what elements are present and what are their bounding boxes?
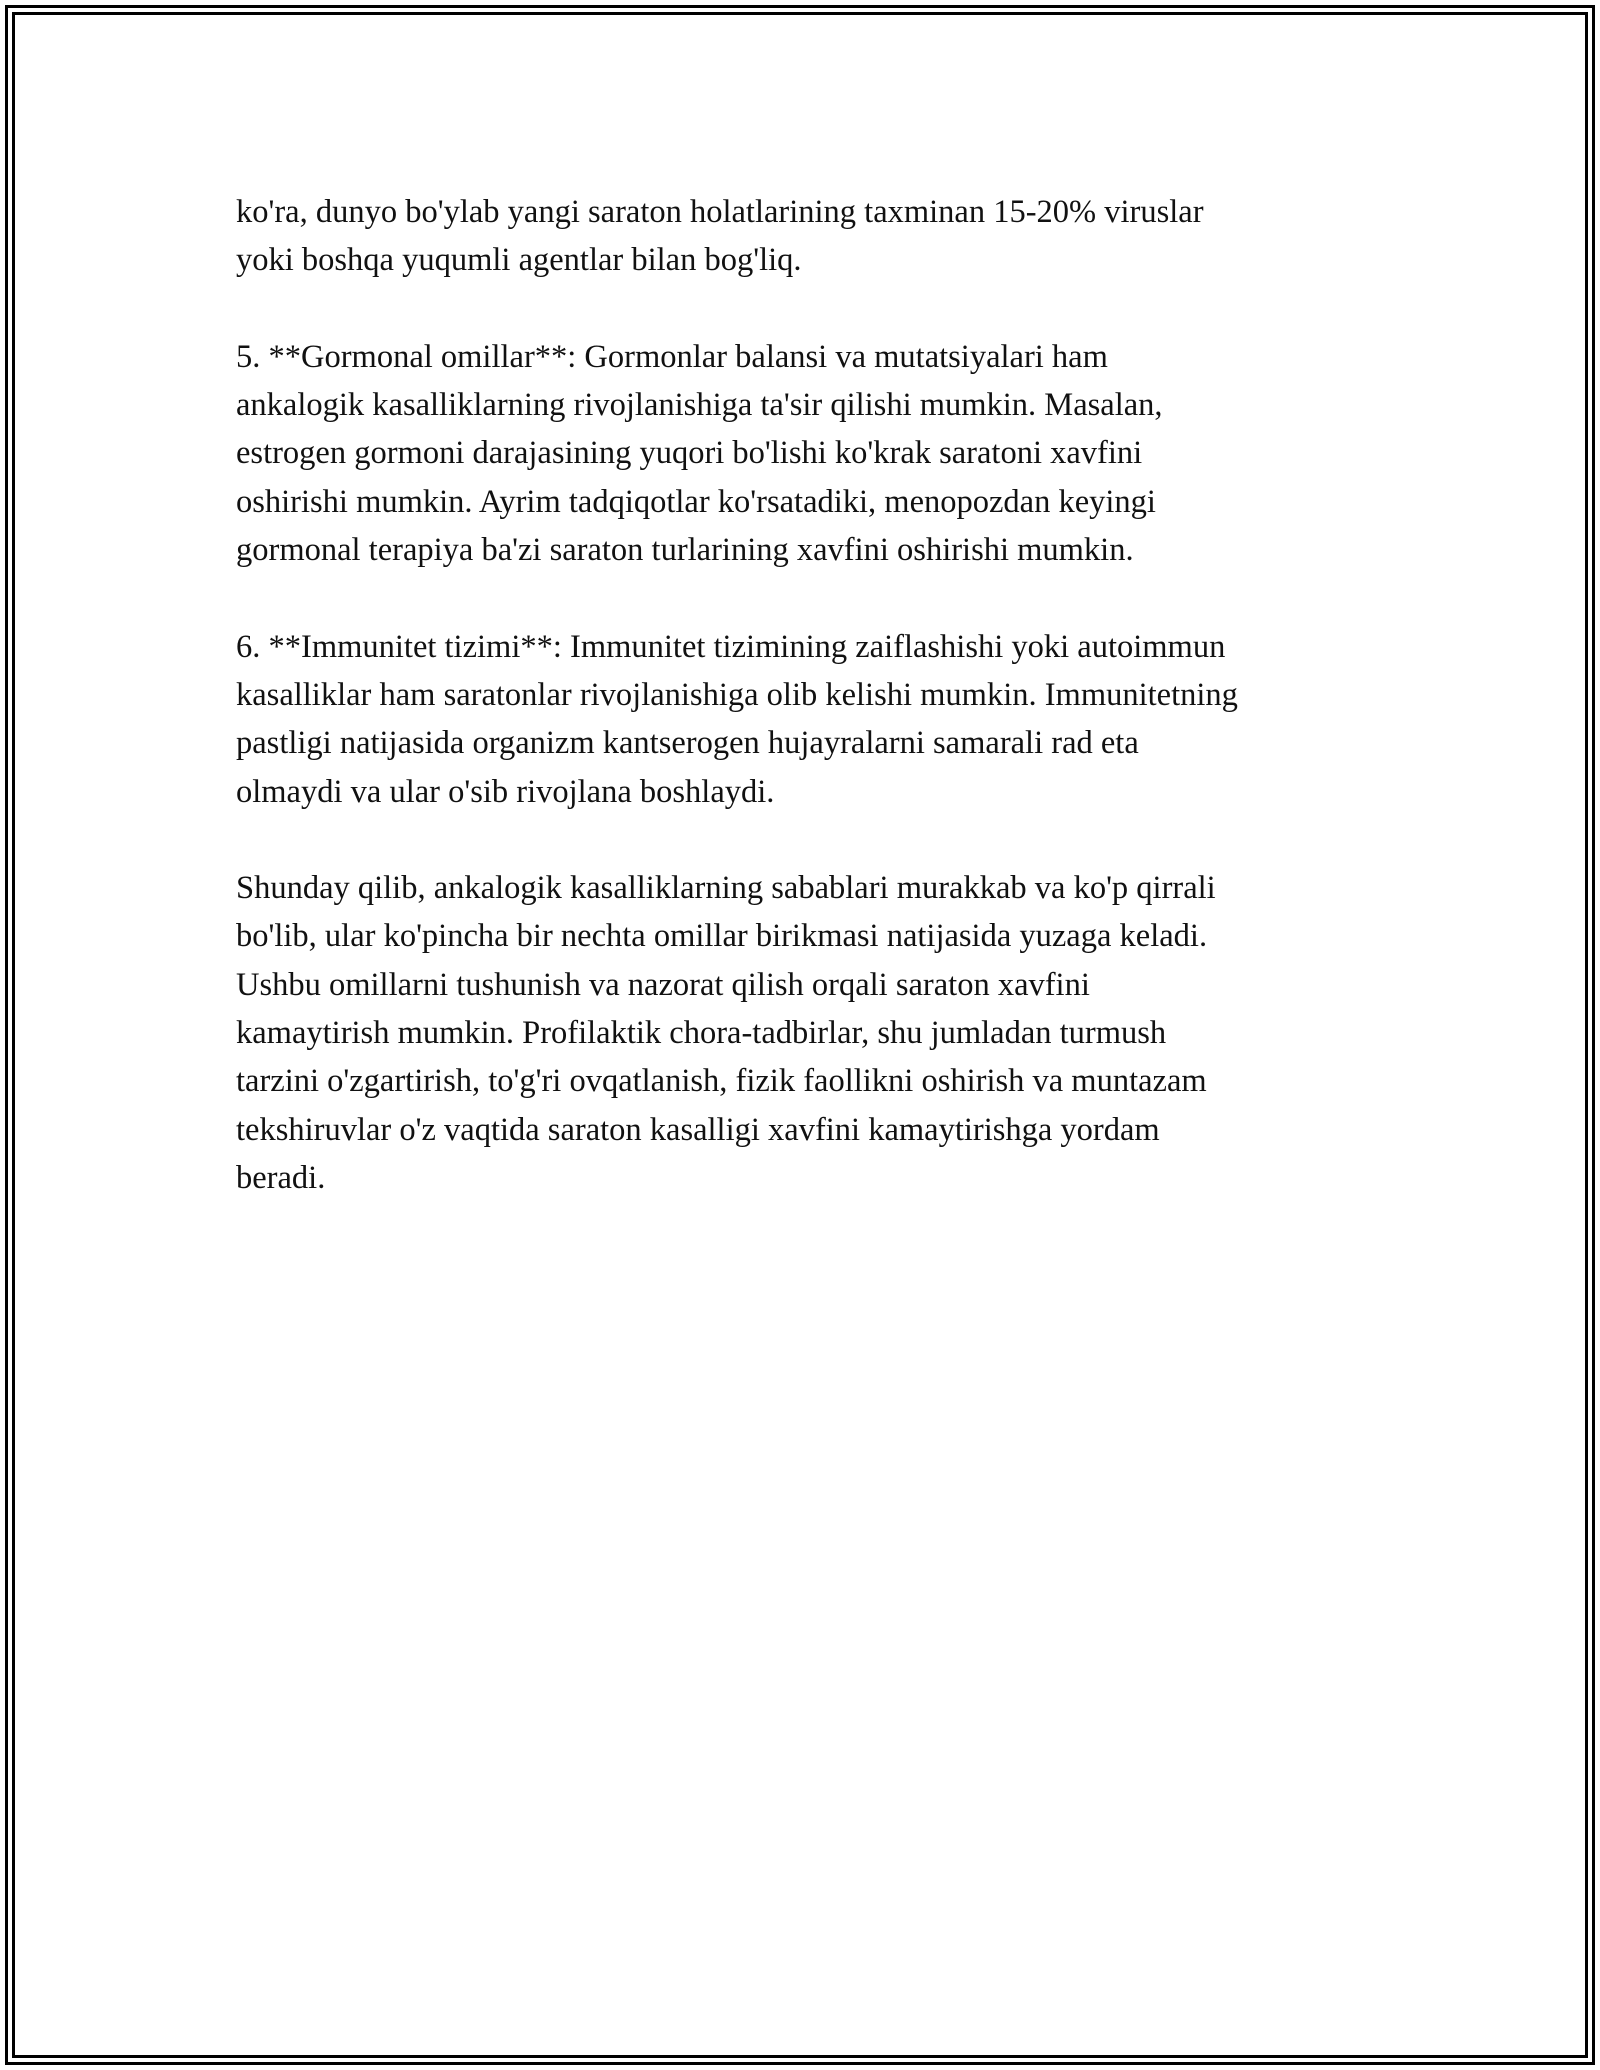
document-body: [236, 188, 1376, 1251]
paragraph-hormonal-factors: [236, 333, 1376, 574]
text-line: beradi.: [236, 1159, 326, 1196]
text-line: estrogen gormoni darajasining yuqori bo'lishi ko'krak saratoni xavfini: [236, 435, 1143, 472]
text-line: olmaydi va ular o'sib rivojlana boshlaydi.: [236, 773, 775, 810]
paragraph-immune-system: [236, 623, 1376, 816]
text-line: oshirishi mumkin. Ayrim tadqiqotlar ko'rsatadiki, menopozdan keyingi: [236, 483, 1156, 520]
text-line: 5. **Gormonal omillar**: Gormonlar balansi va mutatsiyalari ham: [236, 338, 1108, 375]
text-line: pastligi natijasida organizm kantserogen hujayralarni samarali rad eta: [236, 725, 1139, 762]
paragraph-conclusion: [236, 864, 1376, 1202]
text-line: gormonal terapiya ba'zi saraton turlarining xavfini oshirishi mumkin.: [236, 532, 1134, 569]
text-line: tarzini o'zgartirish, to'g'ri ovqatlanish, fizik faollikni oshirish va muntazam: [236, 1063, 1207, 1100]
text-line: 6. **Immunitet tizimi**: Immunitet tizimining zaiflashishi yoki autoimmun: [236, 628, 1226, 665]
text-line: bo'lib, ular ko'pincha bir nechta omillar birikmasi natijasida yuzaga keladi.: [236, 918, 1208, 955]
paragraph-virus-continuation: [236, 188, 1376, 285]
text-line: tekshiruvlar o'z vaqtida saraton kasalligi xavfini kamaytirishga yordam: [236, 1111, 1160, 1148]
text-line: Shunday qilib, ankalogik kasalliklarning sabablari murakkab va ko'p qirrali: [236, 870, 1216, 907]
text-line: yoki boshqa yuqumli agentlar bilan bog'liq.: [236, 242, 802, 279]
text-line: ankalogik kasalliklarning rivojlanishiga ta'sir qilishi mumkin. Masalan,: [236, 387, 1163, 424]
text-line: kasalliklar ham saratonlar rivojlanishiga olib kelishi mumkin. Immunitetning: [236, 676, 1238, 713]
text-line: Ushbu omillarni tushunish va nazorat qilish orqali saraton xavfini: [236, 966, 1090, 1003]
text-line: kamaytirish mumkin. Profilaktik chora-tadbirlar, shu jumladan turmush: [236, 1015, 1167, 1052]
text-line: ko'ra, dunyo bo'ylab yangi saraton holatlarining taxminan 15-20% viruslar: [236, 194, 1204, 230]
